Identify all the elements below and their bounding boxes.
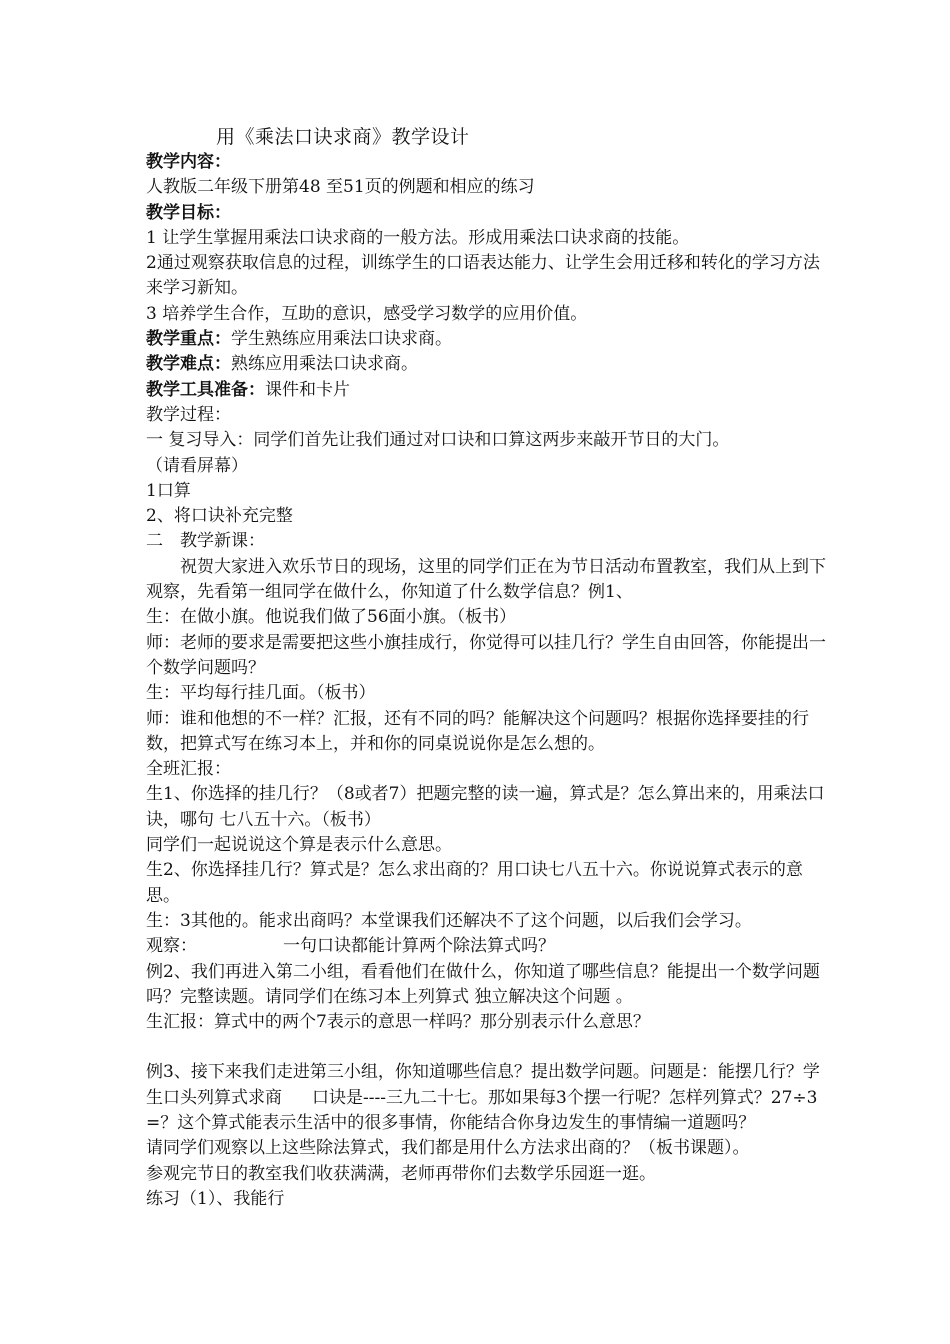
student-answer-1: 生：在做小旗。他说我们做了56面小旗。（板书） xyxy=(146,607,517,628)
tools-point xyxy=(146,378,826,403)
goals-heading: 教学目标： xyxy=(146,202,231,223)
goal-2: 2通过观察获取信息的过程，训练学生的口语表达能力、让学生会用迁移和转化的学习方法来学习新知。 xyxy=(146,253,820,299)
student-report-2: 生2、你选择挂几行？算式是？怎么求出商的？用口诀七八五十六。你说说算式表示的意思。 xyxy=(146,860,803,906)
visit-paragraph: 参观完节日的教室我们收获满满，老师再带你们去数学乐园逛一逛。 xyxy=(146,1163,656,1184)
content-heading: 教学内容： xyxy=(146,152,231,172)
observe-paragraph xyxy=(146,934,826,959)
observe-text: 一句口诀都能计算两个除法算式吗？ xyxy=(283,936,555,957)
content-text: 人教版二年级下册第48 至51页的例题和相应的练习 xyxy=(146,177,535,198)
observe-label: 观察： xyxy=(146,936,197,957)
intro-paragraph: 祝贺大家进入欢乐节日的现场，这里的同学们正在为节日活动布置教室，我们从上到下观察，先看第一组同学在做什么，你知道了什么数学信息？例1、 xyxy=(146,556,826,603)
key-point xyxy=(146,327,826,352)
student-report-1: 生1、你选择的挂几行？（8或者7）把题完整的读一遍，算式是？怎么算出来的，用乘法口诀，哪句 七八五十六。（板书） xyxy=(146,784,825,830)
example-3-paragraph xyxy=(146,1060,826,1136)
oral-calc: 1口算 xyxy=(146,480,191,501)
key-text: 学生熟练应用乘法口诀求商。 xyxy=(231,329,452,350)
goal-3: 3 培养学生合作，互助的意识，感受学习数学的应用价值。 xyxy=(146,303,588,324)
class-report: 全班汇报： xyxy=(146,759,231,780)
summary-paragraph: 请同学们观察以上这些除法算式，我们都是用什么方法求出商的？（板书课题）。 xyxy=(146,1138,750,1159)
process-heading: 教学过程： xyxy=(146,404,231,425)
student-report-3: 生：3其他的。能求出商吗？本堂课我们还解决不了这个问题，以后我们会学习。 xyxy=(146,910,752,931)
tools-text: 课件和卡片 xyxy=(265,379,350,400)
key-label: 教学重点： xyxy=(146,329,231,350)
practice-heading: 练习（1）、我能行 xyxy=(146,1188,285,1209)
teacher-question-2: 师：谁和他想的不一样？汇报，还有不同的吗？能解决这个问题吗？根据你选择要挂的行数，把算式写在练习本上，并和你的同桌说说你是怎么想的。 xyxy=(146,708,809,754)
document-page xyxy=(146,120,826,1212)
document-title: 用《乘法口诀求商》教学设计 xyxy=(216,126,470,148)
complete-rhyme: 2、将口诀补充完整 xyxy=(146,506,293,527)
example-3-part-2: 口诀是----三九二十七。那如果每3个摆一行呢？怎样列算式？27÷3=？这个算式能表示生活中的很多事情，你能结合你身边发生的事情编一道题吗？ xyxy=(146,1087,818,1133)
review-paragraph-2: （请看屏幕） xyxy=(146,455,248,476)
difficulty-label: 教学难点： xyxy=(146,354,231,375)
teacher-question-1: 师：老师的要求是需要把这些小旗挂成行，你觉得可以挂几行？学生自由回答，你能提出一个数学问题吗？ xyxy=(146,632,826,678)
student-report-4: 生汇报：算式中的两个7表示的意思一样吗？那分别表示什么意思？ xyxy=(146,1012,650,1033)
together-paragraph: 同学们一起说说这个算是表示什么意思。 xyxy=(146,835,452,856)
paragraph-spacer xyxy=(146,1035,826,1060)
student-answer-2: 生：平均每行挂几面。（板书） xyxy=(146,683,376,704)
new-lesson-heading: 二 教学新课： xyxy=(146,531,265,552)
goal-1: 1 让学生掌握用乘法口诀求商的一般方法。形成用乘法口诀求商的技能。 xyxy=(146,227,690,248)
tools-label: 教学工具准备： xyxy=(146,379,265,400)
difficulty-point xyxy=(146,352,826,377)
review-paragraph: 一 复习导入：同学们首先让我们通过对口诀和口算这两步来敲开节日的大门。 xyxy=(146,430,730,451)
difficulty-text: 熟练应用乘法口诀求商。 xyxy=(231,354,418,375)
example-2-paragraph: 例2、我们再进入第二小组，看看他们在做什么，你知道了哪些信息？能提出一个数学问题吗？完整读题。请同学们在练习本上列算式 独立解决这个问题 。 xyxy=(146,961,820,1007)
example-3-part-1: 例3、接下来我们走进第三小组，你知道哪些信息？提出数学问题。问题是：能摆几行？学生口头列算式求商 xyxy=(146,1062,820,1108)
